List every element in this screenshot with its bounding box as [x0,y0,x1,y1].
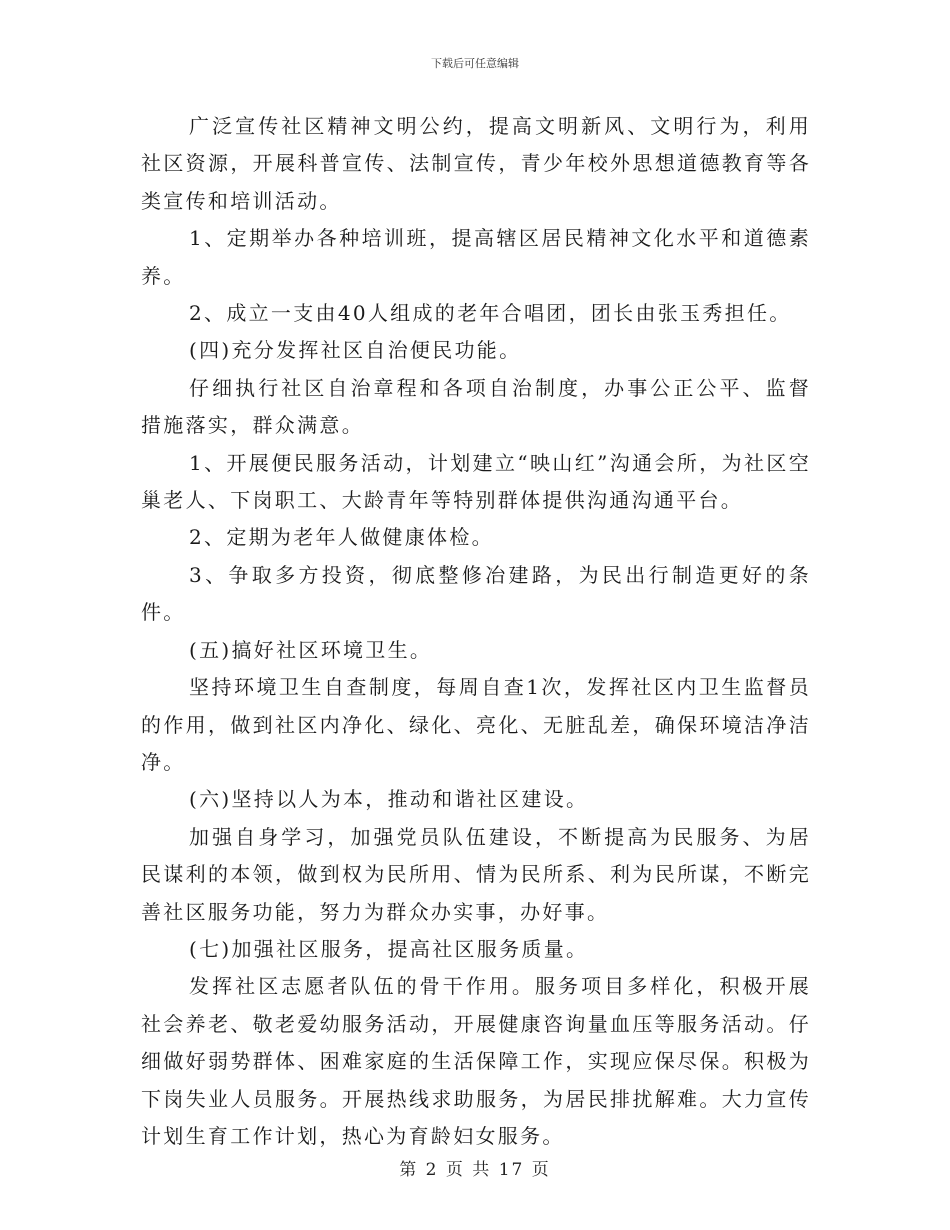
page-header: 下载后可任意编辑 [431,57,519,70]
paragraph: 2、成立一支由40人组成的老年合唱团，团长由张玉秀担任。 [189,301,792,326]
body-text [141,108,811,1155]
paragraph: 3、争取多方投资，彻底整修冶建路，为民出行制造更好的条件。 [141,562,811,625]
paragraph: 广泛宣传社区精神文明公约，提高文明新风、文明行为，利用社区资源，开展科普宣传、法制宣传，青少年校外思想道德教育等各类宣传和培训活动。 [141,114,811,213]
page-number: 第 2 页 共 17 页 [399,1160,551,1180]
paragraph: 1、定期举办各种培训班，提高辖区居民精神文化水平和道德素养。 [141,226,811,288]
paragraph: 2、定期为老年人做健康体检。 [189,525,494,550]
paragraph: 坚持环境卫生自查制度，每周自查1次，发挥社区内卫生监督员的作用，做到社区内净化、绿化、亮化、无脏乱差，确保环境洁净洁净。 [141,675,811,774]
paragraph: 仔细执行社区自治章程和各项自治制度，办事公正公平、监督措施落实，群众满意。 [141,375,811,438]
section-heading: (四)充分发挥社区自治便民功能。 [189,338,522,363]
paragraph: 1、开展便民服务活动，计划建立“映山红”沟通会所，为社区空巢老人、下岗职工、大龄青年等特别群体提供沟通沟通平台。 [141,450,811,513]
section-heading: (七)加强社区服务，提高社区服务质量。 [189,936,589,961]
paragraph: 加强自身学习，加强党员队伍建设，不断提高为民服务、为居民谋利的本领，做到权为民所用、情为民所系、利为民所谋，不断完善社区服务功能，努力为群众办实事，办好事。 [141,824,811,924]
section-heading: (六)坚持以人为本，推动和谐社区建设。 [189,787,589,812]
paragraph: 发挥社区志愿者队伍的骨干作用。服务项目多样化，积极开展社会养老、敬老爱幼服务活动，开展健康咨询量血压等服务活动。仔细做好弱势群体、困难家庭的生活保障工作，实现应保尽保。积极为下岗失业人员服务。开展热线求助服务，为居民排扰解难。大力宣传计划生育工作计划，热心为育龄妇女服务。 [141,974,811,1148]
section-heading: (五)搞好社区环境卫生。 [189,637,433,662]
